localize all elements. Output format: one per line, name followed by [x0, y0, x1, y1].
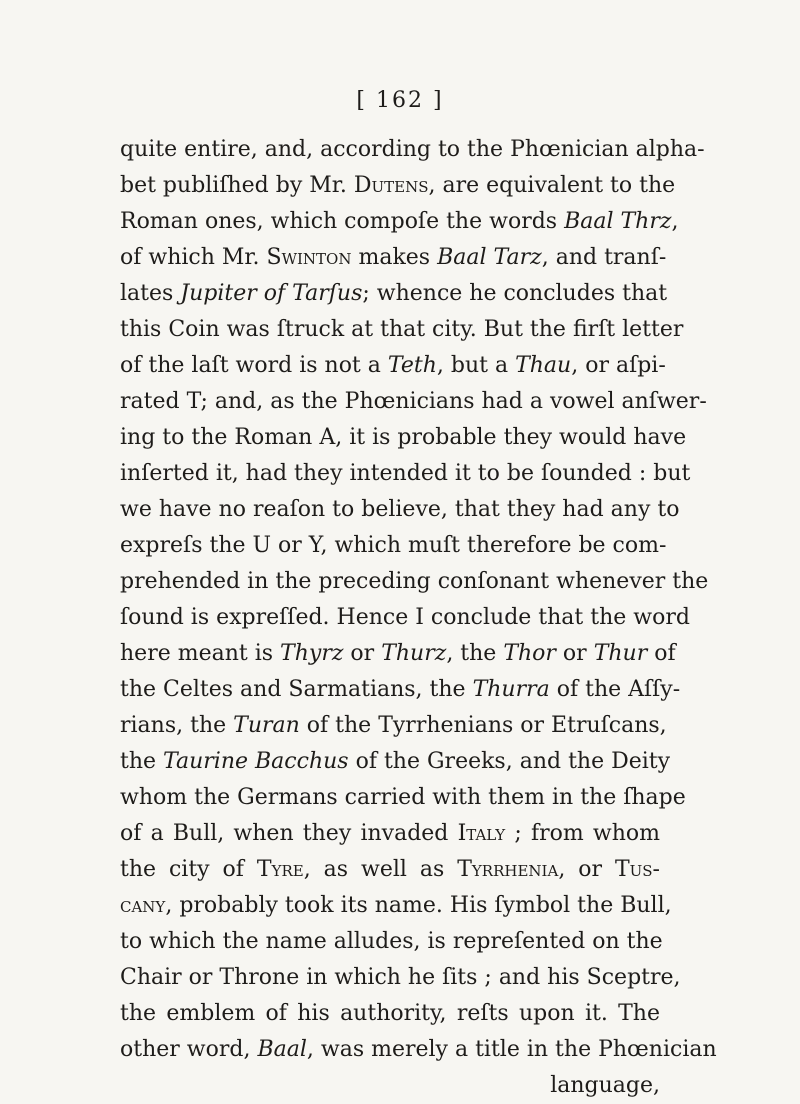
text-line [120, 924, 663, 960]
text-segment: , [671, 209, 679, 234]
italic-text: Baal [257, 1037, 307, 1062]
text-segment: , and tranſ- [541, 245, 667, 270]
italic-text: Thor [503, 641, 556, 666]
text-segment: , but a [436, 353, 516, 378]
italic-text: Taurine Bacchus [163, 749, 349, 774]
text-segment: , as well as [303, 857, 458, 882]
text-segment: Roman ones, which compoſe the words [120, 209, 565, 234]
italic-text: Thyrz [280, 641, 344, 666]
text-line [120, 708, 667, 744]
text-segment: the Celtes and Sarmatians, the [120, 677, 473, 702]
text-line [120, 636, 676, 672]
text-segment: of which Mr. [120, 245, 267, 270]
text-line [120, 852, 660, 888]
text-segment: other word, [120, 1037, 258, 1062]
text-line [120, 312, 684, 348]
text-line [120, 1068, 660, 1104]
text-segment: of the Tyrrhenians or Etruſcans, [299, 713, 667, 738]
body-text [120, 132, 717, 1104]
italic-text: Baal Tarz [437, 245, 542, 270]
text-line [120, 492, 680, 528]
text-line [120, 420, 687, 456]
text-line [120, 600, 690, 636]
text-segment: makes [351, 245, 438, 270]
italic-text: Turan [233, 713, 300, 738]
text-segment: the emblem of his authority, reſts upon it. The [120, 1001, 660, 1026]
small-caps-text: Dutens [353, 173, 429, 198]
text-line [120, 816, 660, 852]
page-number: [ 162 ] [356, 88, 444, 113]
small-caps-text: Swinton [266, 245, 352, 270]
text-segment: ing to the Roman A, it is probable they would have [120, 425, 687, 450]
text-segment: , are equivalent to the [428, 173, 676, 198]
italic-text: Baal Thrz [564, 209, 672, 234]
text-segment: whom the Germans carried with them in the ſhape [120, 785, 686, 810]
text-line [120, 348, 666, 384]
text-segment: ; whence he concludes that [362, 281, 668, 306]
text-line [120, 528, 667, 564]
italic-text: Teth [387, 353, 437, 378]
text-line [120, 204, 679, 240]
text-line [120, 744, 671, 780]
text-line [120, 672, 681, 708]
small-caps-text: Italy [457, 821, 506, 846]
text-segment: of a Bull, when they invaded [120, 821, 458, 846]
text-segment: , the [446, 641, 504, 666]
text-segment: ; from whom [505, 821, 661, 846]
text-segment: prehended in the preceding conſonant whenever the [120, 569, 709, 594]
text-segment: , or aſpi- [571, 353, 666, 378]
italic-text: Thurra [472, 677, 550, 702]
text-line [120, 132, 705, 168]
text-segment: this Coin was ſtruck at that city. But the firſt letter [120, 317, 684, 342]
text-segment: inſerted it, had they intended it to be ſounded : but [120, 461, 691, 486]
text-line [120, 996, 660, 1032]
text-line [120, 384, 707, 420]
text-segment: quite entire, and, according to the Phœnician alpha- [120, 137, 705, 162]
text-segment: language, [550, 1073, 660, 1098]
text-segment: here meant is [120, 641, 281, 666]
text-line [120, 456, 691, 492]
small-caps-text: Tus- [614, 857, 660, 882]
text-segment: lates [120, 281, 181, 306]
text-line [120, 276, 668, 312]
text-segment: the city of [120, 857, 257, 882]
italic-text: Thur [593, 641, 648, 666]
text-line [120, 564, 709, 600]
text-line [120, 168, 676, 204]
text-line [120, 780, 686, 816]
text-segment: we have no reaſon to believe, that they had any to [120, 497, 680, 522]
text-segment: , probably took its name. His ſymbol the Bull, [165, 893, 672, 918]
small-caps-text: cany [120, 893, 166, 918]
text-line [120, 240, 667, 276]
text-segment: of [647, 641, 676, 666]
text-segment: or [343, 641, 382, 666]
text-segment: rians, the [120, 713, 234, 738]
text-segment: of the Greeks, and the Deity [348, 749, 671, 774]
text-segment: Chair or Throne in which he ſits ; and his Sceptre, [120, 965, 681, 990]
text-segment: , or [558, 857, 615, 882]
text-segment: or [555, 641, 594, 666]
text-segment: the [120, 749, 164, 774]
text-segment: ſound is expreſſed. Hence I conclude that the word [120, 605, 690, 630]
text-segment: bet publiſhed by Mr. [120, 173, 354, 198]
text-segment: rated T; and, as the Phœnicians had a vowel anſwer- [120, 389, 707, 414]
italic-text: Thau [515, 353, 572, 378]
text-segment: of the laſt word is not a [120, 353, 388, 378]
text-segment: expreſs the U or Y, which muſt therefore be com- [120, 533, 667, 558]
italic-text: Jupiter of Tarſus [180, 281, 363, 306]
italic-text: Thurz [381, 641, 447, 666]
small-caps-text: Tyre [256, 857, 304, 882]
text-segment: of the Aſſy- [549, 677, 681, 702]
text-line [120, 888, 672, 924]
text-segment: , was merely a title in the Phœnician [306, 1037, 717, 1062]
text-line [120, 960, 681, 996]
text-segment: to which the name alludes, is repreſented on the [120, 929, 663, 954]
text-line [120, 1032, 717, 1068]
small-caps-text: Tyrrhenia [457, 857, 559, 882]
